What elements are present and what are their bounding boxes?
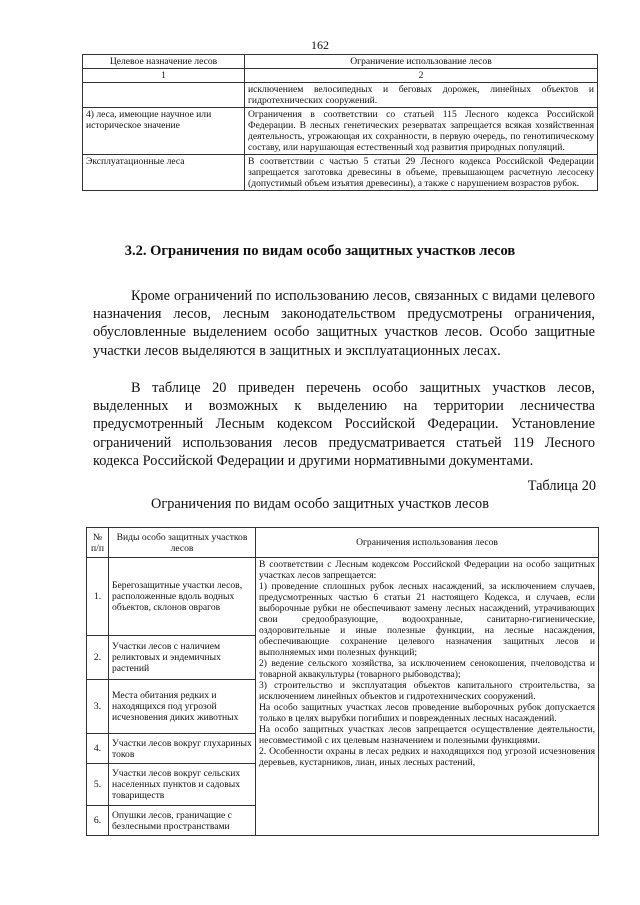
row-number: 3.: [87, 680, 109, 734]
page-number: 162: [311, 38, 329, 52]
header-restriction: Ограничения использования лесов: [256, 528, 599, 558]
row-number: 6.: [87, 806, 109, 836]
forest-purpose-table: [82, 54, 598, 191]
table-row: [83, 108, 598, 155]
table-row: [87, 558, 599, 636]
area-type-cell: Участки лесов с наличием реликтовых и эндемичных растений: [109, 636, 256, 680]
table-label: Таблица 20: [527, 478, 596, 494]
purpose-cell: 4) леса, имеющие научное или историческое значение: [83, 108, 245, 155]
row-number: 4.: [87, 734, 109, 764]
area-type-cell: Участки лесов вокруг глухариных токов: [109, 734, 256, 764]
section-heading: 3.2. Ограничения по видам особо защитных участков лесов: [124, 243, 516, 259]
protected-areas-table: [86, 527, 599, 836]
area-type-cell: Опушки лесов, граничащие с безлесными пространствами: [109, 806, 256, 836]
area-type-cell: Участки лесов вокруг сельских населенных пунктов и садовых товариществ: [109, 764, 256, 806]
purpose-cell: Эксплуатационные леса: [83, 155, 245, 191]
area-type-cell: Берегозащитные участки лесов, расположенные вдоль водных объектов, склонов оврагов: [109, 558, 256, 636]
restriction-cell: исключением велосипедных и беговых дорожек, линейных объектов и гидротехнических сооружений.: [245, 83, 598, 108]
restriction-cell: Ограничения в соответствии со статьей 115 Лесного кодекса Российской Федерации. В лесных генетических резерватах запрещается всякая хозяйственная деятельность, угрожающая их сохранности, в первую очередь, по генотипическому составу, или нарушающая естественный ход развития природных популяций.: [245, 108, 598, 155]
header-purpose: Целевое назначение лесов: [83, 55, 245, 69]
body-paragraph: В таблице 20 приведен перечень особо защитных участков лесов, выделенных и возможных к выделению на территории лесничества предусмотренный Лесным кодексом Российской Федерации. Установление ограничений использования лесов предусматривается статьей 119 Лесного кодекса Российской Федерации и другими нормативными документами.: [93, 380, 595, 469]
row-number: 1.: [87, 558, 109, 636]
table-title: Ограничения по видам особо защитных участков лесов: [151, 496, 489, 512]
row-number: 5.: [87, 764, 109, 806]
table-row: [83, 83, 598, 108]
header-number: № п/п: [87, 528, 109, 558]
area-type-cell: Места обитания редких и находящихся под угрозой исчезновения диких животных: [109, 680, 256, 734]
col-number: 1: [83, 69, 245, 83]
restriction-text-cell: В соответствии с Лесным кодексом Российской Федерации на особо защитных участках лесов запрещается: 1) проведение сплошных рубок лесных насаждений, за исключением случаев, предусмотренных частью 6 статьи 21 настоящего Кодекса, и случаев, если выборочные рубки не обеспечивают замену лесных насаждений, утрачивающих свои средообразующие, водоохранные, санитарно-гигиенические, оздоровительные и иные полезные функции, на лесные насаждения, обеспечивающие сохранение целевого назначения защитных лесов и выполняемых ими полезных функций; 2) ведение сельского хозяйства, за исключением сенокошения, пчеловодства и товарной аквакультуры (товарного рыбоводства); 3) строительство и эксплуатация объектов капитального строительства, за исключением линейных объектов и гидротехнических сооружений. На особо защитных участках лесов проведение выборочных рубок допускается только в целях вырубки погибших и поврежденных лесных насаждений. На особо защитных участках лесов запрещается осуществление деятельности, несовместимой с их целевым назначением и полезными функциями. 2. Особенности охраны в лесах редких и находящихся под угрозой исчезновения деревьев, кустарников, лиан, иных лесных растений,: [256, 558, 599, 836]
header-restriction: Ограничение использование лесов: [245, 55, 598, 69]
table-row: [83, 155, 598, 191]
purpose-cell: [83, 83, 245, 108]
col-number: 2: [245, 69, 598, 83]
header-type: Виды особо защитных участков лесов: [109, 528, 256, 558]
restriction-cell: В соответствии с частью 5 статьи 29 Лесного кодекса Российской Федерации запрещается заготовка древесины в объеме, превышающем расчетную лесосеку (допустимый объем изъятия древесины), а также с нарушением возрастов рубок.: [245, 155, 598, 191]
body-paragraph: Кроме ограничений по использованию лесов, связанных с видами целевого назначения лесов, лесным законодательством предусмотрены ограничения, обусловленные выделением особо защитных участков лесов. Особо защитные участки лесов выделяются в защитных и эксплуатационных лесах.: [93, 288, 595, 359]
row-number: 2.: [87, 636, 109, 680]
